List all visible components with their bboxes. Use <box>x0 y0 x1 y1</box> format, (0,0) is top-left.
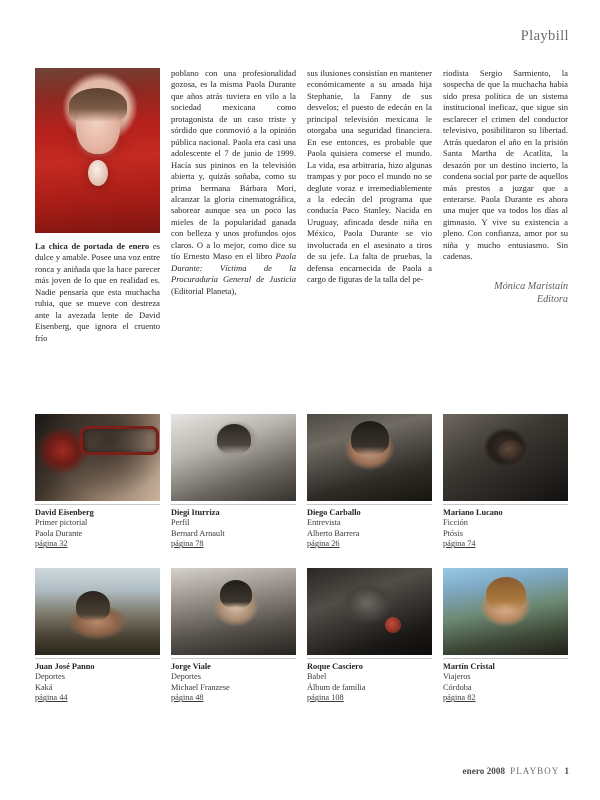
contributor-role: Viajeros <box>443 672 471 682</box>
contributor-card <box>35 414 160 550</box>
editorial-column-1 <box>35 68 160 344</box>
caption-lead-in: La chica de portada de enero <box>35 241 150 251</box>
contributor-name: Diegi Iturriza <box>171 508 220 517</box>
contributor-card <box>443 414 568 550</box>
contributor-subject: Ptósis <box>443 528 463 538</box>
portrait-mariano-lucano <box>443 414 568 501</box>
contributors-row-1 <box>35 414 568 550</box>
footer-page-number: 1 <box>564 766 569 776</box>
contributor-name: Jorge Viale <box>171 662 211 671</box>
contributor-meta <box>35 504 160 550</box>
portrait-diego-carballo <box>307 414 432 501</box>
contributor-name: Martín Cristal <box>443 662 495 671</box>
editorial-column-2 <box>171 68 296 344</box>
contributor-role: Entrevista <box>307 518 341 528</box>
byline-role: Editora <box>536 293 568 305</box>
footer-issue-date: enero 2008 <box>462 766 506 776</box>
contributor-meta <box>171 504 296 550</box>
portrait-jorge-viale <box>171 568 296 655</box>
editorial-columns <box>35 68 568 344</box>
column2-tail: (Editorial Planeta), <box>171 285 237 296</box>
contributor-page-link[interactable]: página 74 <box>443 539 476 549</box>
contributor-name: Juan José Panno <box>35 662 95 671</box>
contributor-card <box>171 568 296 704</box>
contributor-subject: Paola Durante <box>35 528 83 538</box>
contributor-subject: Bernard Arnault <box>171 528 225 538</box>
contributor-role: Babel <box>307 672 327 682</box>
contributors-row-2 <box>35 568 568 704</box>
byline-name: Mónica Maristain <box>494 280 568 292</box>
portrait-martin-cristal <box>443 568 568 655</box>
contributor-name: Mariano Lucano <box>443 508 503 517</box>
contributor-meta <box>35 658 160 704</box>
contributor-card <box>307 568 432 704</box>
contributor-page-link[interactable]: página 108 <box>307 693 344 703</box>
editor-byline <box>443 280 568 306</box>
contributor-name: Roque Casciero <box>307 662 363 671</box>
contributor-meta <box>171 658 296 704</box>
contributor-name: Diego Carballo <box>307 508 361 517</box>
cover-girl-photo <box>35 68 160 233</box>
contributor-subject: Córdoba <box>443 682 472 692</box>
contributor-card <box>307 414 432 550</box>
page-footer <box>463 766 569 776</box>
book-title: Paola Durante: Víctima de la Procuraduría General de Justicia <box>171 251 296 285</box>
contributor-role: Ficción <box>443 518 468 528</box>
contributor-meta <box>443 504 568 550</box>
editorial-paragraph-4: riodista Sergio Sarmiento, la sospecha de que la muchacha había sido presa política de un sistema institucional ineficaz, que sigue sin esclarecer el crimen del conductor televisivo, posibilitaron su libertad. Atrás quedaron el año en la prisión Santa Martha de Acatlita, la desazón por un destino incierto, la condena social por parte de aquellos más prestos a juzgar que a enterarse. Paola Durante es ahora una mujer que va todos los días al gimnasio. Y vive su existencia a pleno. Con confianza, amor por su niña y mucho entusiasmo. Sin cadenas. <box>443 68 568 262</box>
contributor-role: Deportes <box>171 672 201 682</box>
contributor-page-link[interactable]: página 82 <box>443 693 476 703</box>
portrait-roque-casciero <box>307 568 432 655</box>
footer-brand: PLAYBOY <box>510 766 560 776</box>
contributor-page-link[interactable]: página 26 <box>307 539 340 549</box>
contributor-name: David Eisenberg <box>35 508 94 517</box>
contributor-meta <box>443 658 568 704</box>
editorial-paragraph-3: sus ilusiones consistían en mantener económicamente a su amada hija Stephanie, la Fanny de sus desvelos; el puesto de edecán en la principal televisión mexicana le otorgaba una seguridad financiera. En ese entonces, es probable que Paola quisiera comerse el mundo. La vida, esa arbitraria, hizo algunas trampas y por poco el mundo no se deglute voraz e irremediablemente a la edecán del programa que conducía Paco Stanley. Nacida en Uruguay, afincada desde niña en México, Paola Durante se vio involucrada en el asesinato a tiros de su jefe. La falta de pruebas, la defensa encarnecida de Paola a cargo de figuras de la talla del pe- <box>307 68 432 285</box>
contributor-subject: Alberto Barrera <box>307 528 360 538</box>
contributor-page-link[interactable]: página 48 <box>171 693 204 703</box>
portrait-diegi-iturriza <box>171 414 296 501</box>
contributor-card <box>35 568 160 704</box>
contributor-card <box>171 414 296 550</box>
hair-shape <box>69 88 127 122</box>
portrait-david-eisenberg <box>35 414 160 501</box>
contributor-role: Primer pictorial <box>35 518 88 528</box>
contributor-page-link[interactable]: página 78 <box>171 539 204 549</box>
contributor-meta <box>307 658 432 704</box>
cover-photo-caption <box>35 241 160 344</box>
contributor-page-link[interactable]: página 44 <box>35 693 68 703</box>
contributor-card <box>443 568 568 704</box>
contributor-subject: Michael Franzese <box>171 682 230 692</box>
page-masthead: Playbill <box>520 28 569 44</box>
editorial-column-4 <box>443 68 568 344</box>
contributor-meta <box>307 504 432 550</box>
caption-body: es dulce y amable. Posee una voz entre ronca y aniñada que la hace parecer más joven de lo que en realidad es. Nadie pensaría que esta muchacha rubia, que se mueve con destreza ante la avezada lente de David Eisenberg, que ignora el cruento frío <box>35 241 161 343</box>
contributor-subject: Álbum de familia <box>307 682 366 692</box>
portrait-juan-jose-panno <box>35 568 160 655</box>
column2-text: poblano con una profesionalidad gozosa, es la misma Paola Durante que años atrás tuviera en vilo a la sociedad mexicana como protagonista de un caso triste y sórdido que conmovió a la opinión pública nacional. Paola era casi una adolescente el 7 de junio de 1999. Hacía sus pininos en la televisión abierta y, quizás soñaba, como su prima hermana Bárbara Mori, alcanzar la gloria cinematográfica, saborear aunque sea un poco las mieles de la popularidad ganada con belleza y unos profundos ojos claros. O a lo mejor, como dice su tío Ernesto Maso en el libro <box>171 68 296 262</box>
contributor-subject: Kaká <box>35 682 53 692</box>
contributor-page-link[interactable]: página 32 <box>35 539 68 549</box>
editorial-column-3 <box>307 68 432 344</box>
editorial-paragraph-2 <box>171 68 296 297</box>
contributor-role: Perfil <box>171 518 190 528</box>
contributor-role: Deportes <box>35 672 65 682</box>
